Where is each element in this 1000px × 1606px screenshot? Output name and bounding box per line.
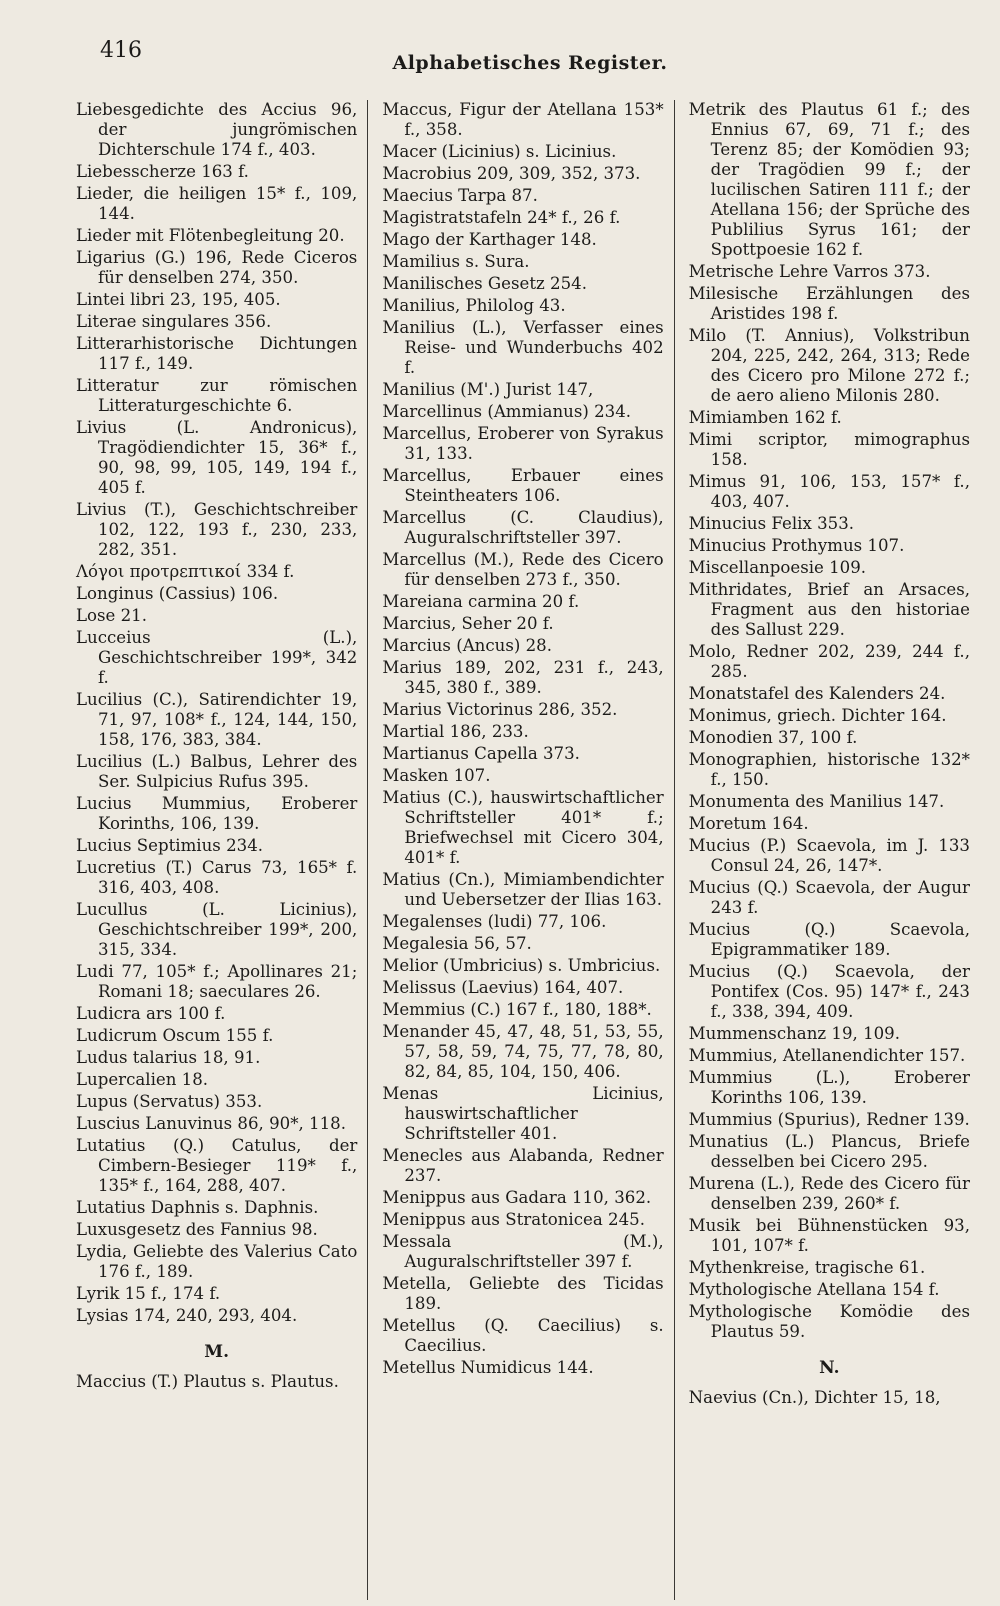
index-entry: Mareiana carmina 20 f. xyxy=(382,592,580,611)
index-entry: Menander 45, 47, 48, 51, 53, 55, 57, 58, 59, 74, 75, 77, 78, 80, 82, 84, 85, 104, 150, 406. xyxy=(382,1022,664,1081)
index-entry: Mythologische Komödie des Plautus 59. xyxy=(688,1302,970,1341)
index-entry: Magistratstafeln 24* f., 26 f. xyxy=(382,208,621,227)
index-entry: Lucretius (T.) Carus 73, 165* f. 316, 403, 408. xyxy=(76,858,358,897)
index-entry: Manilius (L.), Verfasser eines Reise- und Wunderbuchs 402 f. xyxy=(382,318,664,377)
index-entry: Literae singulares 356. xyxy=(76,312,272,331)
index-entry: Luscius Lanuvinus 86, 90*, 118. xyxy=(76,1114,347,1133)
index-entry: Monatstafel des Kalenders 24. xyxy=(688,684,946,703)
index-entry: Megalesia 56, 57. xyxy=(382,934,532,953)
index-entry: Masken 107. xyxy=(382,766,491,785)
index-entry: Mimi scriptor, mimographus 158. xyxy=(688,430,970,469)
index-entry: Naevius (Cn.), Dichter 15, 18, xyxy=(688,1388,941,1407)
index-entry: Minucius Prothymus 107. xyxy=(688,536,905,555)
index-entry: Mithridates, Brief an Arsaces, Fragment aus den historiae des Sallust 229. xyxy=(688,580,970,639)
index-entry: Milo (T. Annius), Volkstribun 204, 225, 242, 264, 313; Rede des Cicero pro Milone 272 f.; de aero alieno Milonis 280. xyxy=(688,326,970,405)
index-entry: Marcellinus (Ammianus) 234. xyxy=(382,402,632,421)
index-entry: Metellus Numidicus 144. xyxy=(382,1358,594,1377)
index-entry: Musik bei Bühnenstücken 93, 101, 107* f. xyxy=(688,1216,970,1255)
index-column-2 xyxy=(367,100,673,1600)
index-entry: Memmius (C.) 167 f., 180, 188*. xyxy=(382,1000,652,1019)
index-entry: Matius (C.), hauswirtschaftlicher Schriftsteller 401* f.; Briefwechsel mit Cicero 304, 401* f. xyxy=(382,788,664,867)
index-entry: Liebesscherze 163 f. xyxy=(76,162,249,181)
index-entry: Monographien, historische 132* f., 150. xyxy=(688,750,970,789)
index-entry: Martianus Capella 373. xyxy=(382,744,580,763)
index-entry: Lintei libri 23, 195, 405. xyxy=(76,290,281,309)
index-entry: Marius 189, 202, 231 f., 243, 345, 380 f., 389. xyxy=(382,658,664,697)
index-entry: Marcius (Ancus) 28. xyxy=(382,636,553,655)
index-entry: Metrik des Plautus 61 f.; des Ennius 67, 69, 71 f.; des Terenz 85; der Komödien 93; der Tragödien 99 f.; der lucilischen Satiren 111 f.; der Atellana 156; der Sprüche des Publilius Syrus 161; der Spottpoesie 162 f. xyxy=(688,100,970,259)
index-entry: Manilius (M'.) Jurist 147, xyxy=(382,380,594,399)
index-entry: Marcellus, Erbauer eines Steintheaters 106. xyxy=(382,466,664,505)
index-entry: Marcius, Seher 20 f. xyxy=(382,614,554,633)
index-entry: Metella, Geliebte des Ticidas 189. xyxy=(382,1274,664,1313)
index-entry: Lucullus (L. Licinius), Geschichtschreiber 199*, 200, 315, 334. xyxy=(76,900,358,959)
section-letter-heading: N. xyxy=(819,1358,840,1378)
index-entry: Manilisches Gesetz 254. xyxy=(382,274,587,293)
index-entry: Matius (Cn.), Mimiambendichter und Uebersetzer der Ilias 163. xyxy=(382,870,664,909)
index-entry: Lose 21. xyxy=(76,606,148,625)
index-entry: Messala (M.), Auguralschriftsteller 397 f. xyxy=(382,1232,664,1271)
index-entry: Marcellus (C. Claudius), Auguralschriftsteller 397. xyxy=(382,508,664,547)
index-entry: Lucius Mummius, Eroberer Korinths, 106, 139. xyxy=(76,794,358,833)
index-entry: Livius (T.), Geschichtschreiber 102, 122, 193 f., 230, 233, 282, 351. xyxy=(76,500,358,559)
index-entry: Mummenschanz 19, 109. xyxy=(688,1024,901,1043)
index-entry: Menecles aus Alabanda, Redner 237. xyxy=(382,1146,664,1185)
index-entry: Mucius (Q.) Scaevola, der Pontifex (Cos. 95) 147* f., 243 f., 338, 394, 409. xyxy=(688,962,970,1021)
index-entry: Menippus aus Gadara 110, 362. xyxy=(382,1188,652,1207)
index-entry: Mamilius s. Sura. xyxy=(382,252,530,271)
index-entry: Lucilius (L.) Balbus, Lehrer des Ser. Sulpicius Rufus 395. xyxy=(76,752,358,791)
index-entry: Mythologische Atellana 154 f. xyxy=(688,1280,940,1299)
index-entry: Mummius, Atellanendichter 157. xyxy=(688,1046,966,1065)
index-entry: Mimiamben 162 f. xyxy=(688,408,842,427)
index-entry: Litterarhistorische Dichtungen 117 f., 149. xyxy=(76,334,358,373)
index-entry: Lupercalien 18. xyxy=(76,1070,209,1089)
index-entry: Moretum 164. xyxy=(688,814,809,833)
index-entry: Menippus aus Stratonicea 245. xyxy=(382,1210,645,1229)
running-header: Alphabetisches Register. xyxy=(392,52,668,74)
index-entry: Maccius (T.) Plautus s. Plautus. xyxy=(76,1372,339,1391)
index-entry: Lupus (Servatus) 353. xyxy=(76,1092,263,1111)
index-entry: Milesische Erzählungen des Aristides 198 f. xyxy=(688,284,970,323)
index-entry: Ludicrum Oscum 155 f. xyxy=(76,1026,274,1045)
index-entry: Mucius (Q.) Scaevola, der Augur 243 f. xyxy=(688,878,970,917)
index-entry: Lieder mit Flötenbegleitung 20. xyxy=(76,226,345,245)
index-entry: Mythenkreise, tragische 61. xyxy=(688,1258,926,1277)
index-entry: Martial 186, 233. xyxy=(382,722,529,741)
index-entry: Lutatius (Q.) Catulus, der Cimbern-Besieger 119* f., 135* f., 164, 288, 407. xyxy=(76,1136,358,1195)
index-entry: Lysias 174, 240, 293, 404. xyxy=(76,1306,298,1325)
index-entry: Lucius Septimius 234. xyxy=(76,836,264,855)
index-entry: Minucius Felix 353. xyxy=(688,514,855,533)
index-entry: Ludicra ars 100 f. xyxy=(76,1004,226,1023)
index-entry: Monimus, griech. Dichter 164. xyxy=(688,706,947,725)
index-entry: Liebesgedichte des Accius 96, der jungrömischen Dichterschule 174 f., 403. xyxy=(76,100,358,159)
index-entry: Metellus (Q. Caecilius) s. Caecilius. xyxy=(382,1316,664,1355)
index-entry: Maccus, Figur der Atellana 153* f., 358. xyxy=(382,100,664,139)
index-entry: Marius Victorinus 286, 352. xyxy=(382,700,618,719)
index-entry: Monumenta des Manilius 147. xyxy=(688,792,945,811)
index-entry: Litteratur zur römischen Litteraturgeschichte 6. xyxy=(76,376,358,415)
index-entry: Monodien 37, 100 f. xyxy=(688,728,858,747)
index-entry: Macrobius 209, 309, 352, 373. xyxy=(382,164,641,183)
index-entry: Ludi 77, 105* f.; Apollinares 21; Romani 18; saeculares 26. xyxy=(76,962,358,1001)
section-letter-heading: M. xyxy=(204,1342,230,1362)
index-entry: Munatius (L.) Plancus, Briefe desselben bei Cicero 295. xyxy=(688,1132,970,1171)
index-entry: Ludus talarius 18, 91. xyxy=(76,1048,261,1067)
index-entry: Mimus 91, 106, 153, 157* f., 403, 407. xyxy=(688,472,970,511)
index-entry: Mummius (L.), Eroberer Korinths 106, 139. xyxy=(688,1068,970,1107)
index-entry: Mucius (Q.) Scaevola, Epigrammatiker 189. xyxy=(688,920,970,959)
index-entry: Molo, Redner 202, 239, 244 f., 285. xyxy=(688,642,970,681)
index-entry: Maecius Tarpa 87. xyxy=(382,186,538,205)
index-entry: Lucilius (C.), Satirendichter 19, 71, 97, 108* f., 124, 144, 150, 158, 176, 383, 384. xyxy=(76,690,358,749)
index-entry: Mummius (Spurius), Redner 139. xyxy=(688,1110,970,1129)
index-entry: Lyrik 15 f., 174 f. xyxy=(76,1284,221,1303)
index-entry: Lutatius Daphnis s. Daphnis. xyxy=(76,1198,319,1217)
index-entry: Megalenses (ludi) 77, 106. xyxy=(382,912,607,931)
index-entry: Lydia, Geliebte des Valerius Cato 176 f., 189. xyxy=(76,1242,358,1281)
index-entry: Melior (Umbricius) s. Umbricius. xyxy=(382,956,661,975)
index-entry: Longinus (Cassius) 106. xyxy=(76,584,279,603)
index-column-3 xyxy=(674,100,980,1600)
index-entry: Marcellus, Eroberer von Syrakus 31, 133. xyxy=(382,424,664,463)
index-entry: Marcellus (M.), Rede des Cicero für denselben 273 f., 350. xyxy=(382,550,664,589)
index-entry: Ligarius (G.) 196, Rede Ciceros für denselben 274, 350. xyxy=(76,248,358,287)
index-entry: Menas Licinius, hauswirtschaftlicher Schriftsteller 401. xyxy=(382,1084,664,1143)
index-entry: Lucceius (L.), Geschichtschreiber 199*, 342 f. xyxy=(76,628,358,687)
index-entry: Manilius, Philolog 43. xyxy=(382,296,566,315)
index-entry: Λόγοι προτρεπτικοί 334 f. xyxy=(76,562,295,581)
index-entry: Murena (L.), Rede des Cicero für denselben 239, 260* f. xyxy=(688,1174,970,1213)
index-entry: Luxusgesetz des Fannius 98. xyxy=(76,1220,318,1239)
index-entry: Miscellanpoesie 109. xyxy=(688,558,867,577)
index-entry: Metrische Lehre Varros 373. xyxy=(688,262,931,281)
index-entry: Lieder, die heiligen 15* f., 109, 144. xyxy=(76,184,358,223)
index-entry: Mucius (P.) Scaevola, im J. 133 Consul 24, 26, 147*. xyxy=(688,836,970,875)
index-columns xyxy=(62,100,980,1600)
page-number: 416 xyxy=(100,38,142,63)
index-column-1 xyxy=(62,100,367,1600)
index-entry: Mago der Karthager 148. xyxy=(382,230,597,249)
index-entry: Melissus (Laevius) 164, 407. xyxy=(382,978,624,997)
index-entry: Livius (L. Andronicus), Tragödiendichter 15, 36* f., 90, 98, 99, 105, 149, 194 f., 405 f. xyxy=(76,418,358,497)
index-entry: Macer (Licinius) s. Licinius. xyxy=(382,142,617,161)
